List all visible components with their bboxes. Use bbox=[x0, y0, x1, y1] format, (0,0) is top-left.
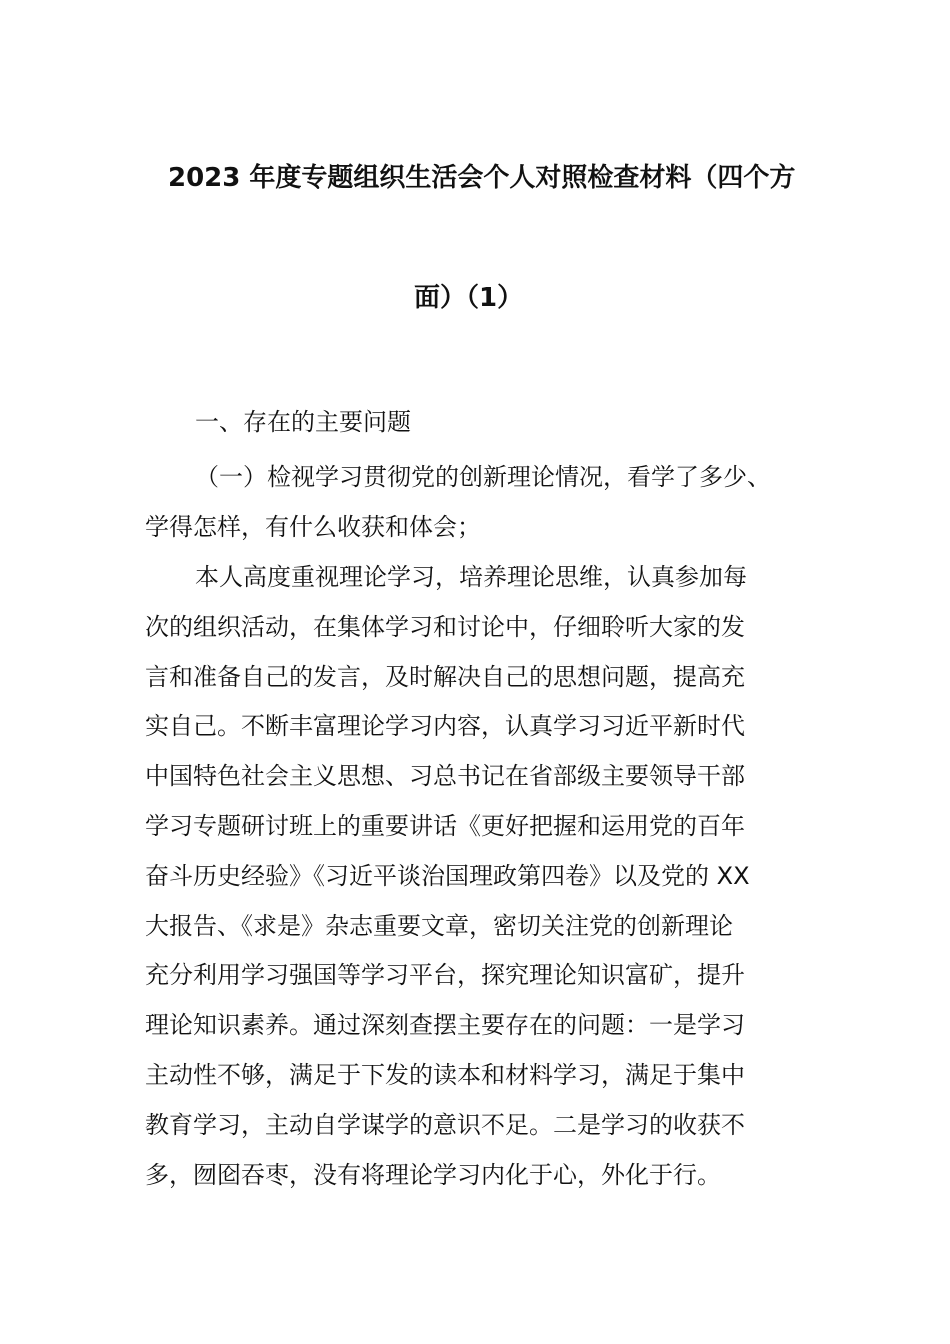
paragraph-line: 中国特色社会主义思想、习总书记在省部级主要领导干部 bbox=[145, 762, 745, 791]
paragraph-line: 主动性不够，满足于下发的读本和材料学习，满足于集中 bbox=[145, 1060, 745, 1089]
subquestion-line: （一）检视学习贯彻党的创新理论情况，看学了多少、 bbox=[195, 463, 771, 491]
document-title-line-1: 2023 年度专题组织生活会个人对照检查材料（四个方 bbox=[168, 163, 796, 193]
paragraph-line: 言和准备自己的发言，及时解决自己的思想问题，提高充 bbox=[145, 662, 745, 691]
paragraph-line: 理论知识素养。通过深刻查摆主要存在的问题：一是学习 bbox=[145, 1011, 745, 1040]
paragraph-line: 本人高度重视理论学习，培养理论思维，认真参加每 bbox=[195, 563, 747, 591]
document-title-line-2: 面）（1） bbox=[414, 283, 524, 313]
paragraph-line: 多，囫囵吞枣，没有将理论学习内化于心，外化于行。 bbox=[145, 1160, 721, 1189]
paragraph-line: 奋斗历史经验》《习近平谈治国理政第四卷》以及党的 XX bbox=[145, 861, 750, 890]
section-heading: 一、存在的主要问题 bbox=[195, 408, 411, 436]
paragraph-line: 次的组织活动，在集体学习和讨论中，仔细聆听大家的发 bbox=[145, 612, 745, 641]
body-paragraph bbox=[145, 553, 825, 1200]
subquestion-block bbox=[145, 453, 825, 552]
paragraph-line: 教育学习，主动自学谋学的意识不足。二是学习的收获不 bbox=[145, 1110, 745, 1139]
paragraph-line: 实自己。不断丰富理论学习内容，认真学习习近平新时代 bbox=[145, 712, 745, 741]
subquestion-line: 学得怎样，有什么收获和体会； bbox=[145, 512, 481, 541]
paragraph-line: 充分利用学习强国等学习平台，探究理论知识富矿，提升 bbox=[145, 961, 745, 990]
paragraph-line: 大报告、《求是》杂志重要文章，密切关注党的创新理论 bbox=[145, 911, 733, 940]
paragraph-line: 学习专题研讨班上的重要讲话《更好把握和运用党的百年 bbox=[145, 811, 745, 840]
